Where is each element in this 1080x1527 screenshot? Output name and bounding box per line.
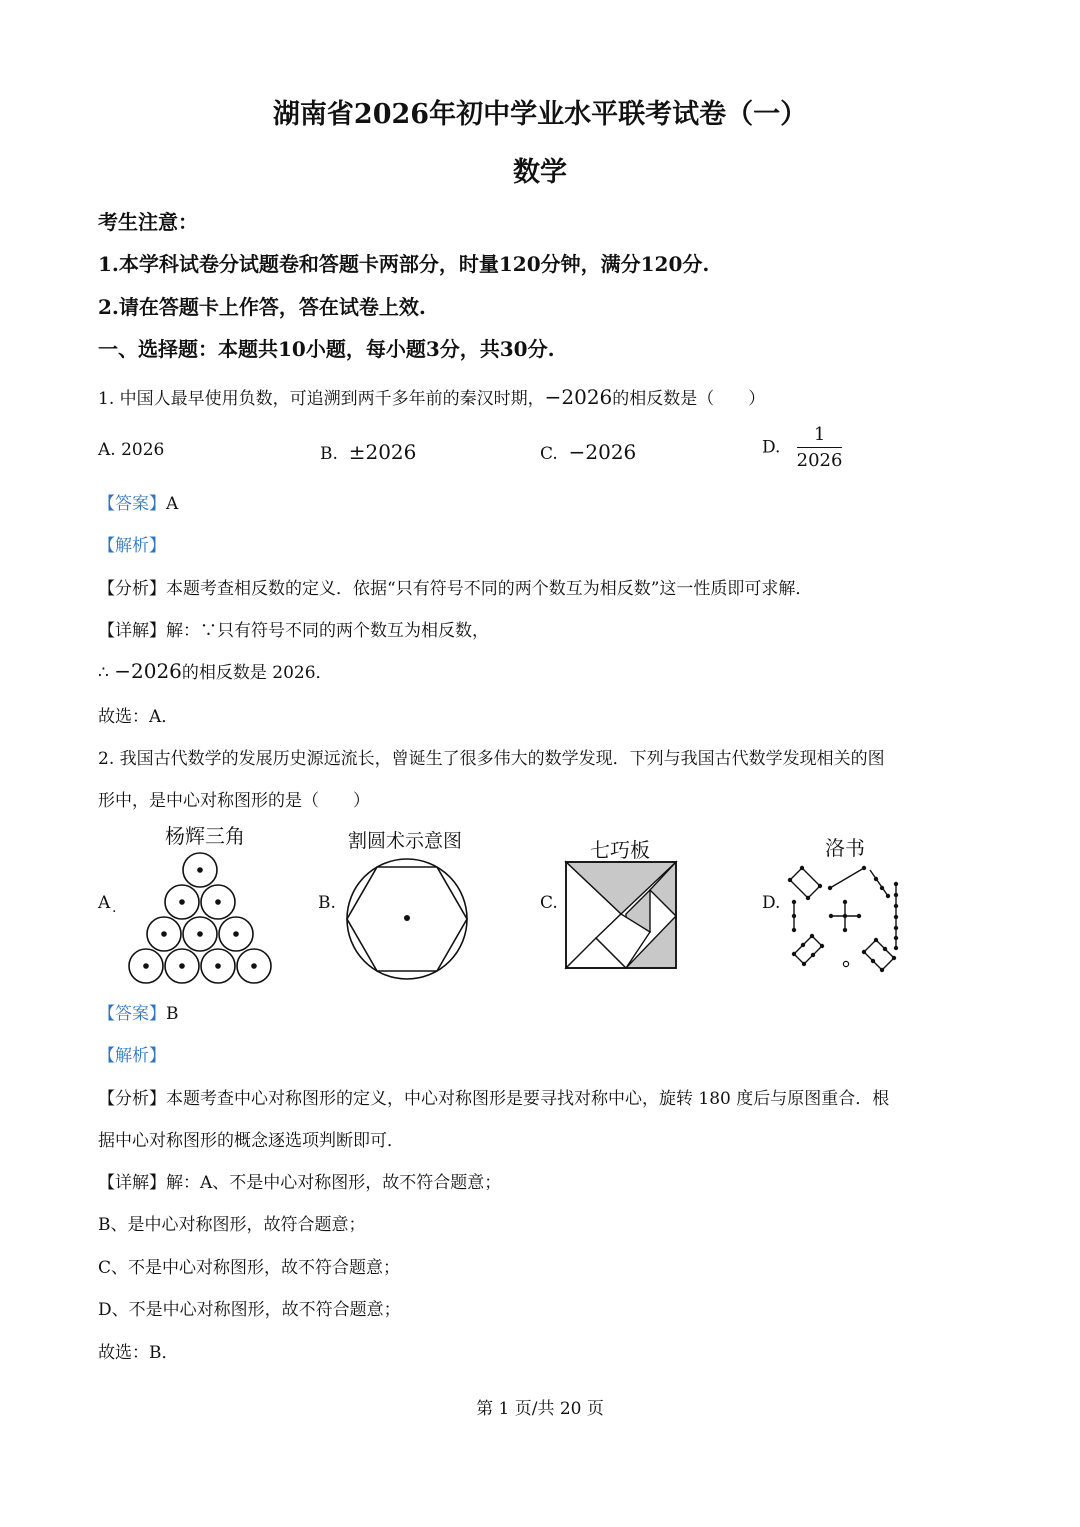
fig-title-qiqiao: 七巧板	[590, 838, 650, 862]
luoshu-group-6	[864, 940, 894, 970]
luoshu-open-dot	[843, 961, 848, 966]
luoshu-group-8	[794, 936, 822, 964]
luoshu-dot	[792, 952, 796, 956]
q2-line-d: D、不是中心对称图形，故不符合题意；	[98, 1300, 401, 1320]
luoshu-dot	[892, 956, 896, 960]
yanghui-dot	[161, 931, 167, 937]
yanghui-dot	[143, 963, 149, 969]
luoshu-dot	[894, 915, 898, 919]
geyuan-center-dot	[404, 915, 410, 921]
q1-answer	[98, 489, 178, 514]
luoshu-dot	[880, 968, 884, 972]
q1-stem	[98, 384, 765, 409]
geyuan-figure	[344, 856, 470, 982]
luoshu-dot	[843, 900, 847, 904]
q2-option-a-label: A	[98, 893, 111, 913]
q1-option-a: A. 2026	[98, 440, 165, 460]
luoshu-dot	[792, 900, 796, 904]
yanghui-dot	[197, 867, 203, 873]
q2-analysis-tag: 【解析】	[98, 1046, 166, 1066]
subject-title: 数学	[513, 157, 567, 188]
luoshu-dot	[792, 914, 796, 918]
luoshu-dot	[894, 936, 898, 940]
q2-stem-line2: 形中，是中心对称图形的是（ ）	[98, 791, 370, 811]
yanghui-triangle-figure	[120, 848, 280, 988]
q1-option-b-value: ±2026	[348, 440, 417, 464]
q1-option-c	[540, 440, 636, 464]
q2-choose: 故选：B．	[98, 1343, 179, 1363]
luoshu-dot	[788, 878, 792, 882]
q1-option-b-label: B.	[320, 444, 338, 464]
fraction-numerator: 1	[797, 424, 843, 448]
luoshu-dot	[811, 953, 815, 957]
luoshu-dot	[801, 943, 805, 947]
luoshu-dot	[810, 934, 814, 938]
luoshu-dot	[886, 894, 890, 898]
q1-conclusion-math: −2026	[114, 659, 182, 683]
luoshu-dot	[871, 959, 875, 963]
luoshu-dot	[894, 946, 898, 950]
luoshu-dot	[874, 877, 878, 881]
q1-conclusion	[98, 658, 333, 683]
q1-fenxi: 【分析】本题考查相反数的定义．依据“只有符号不同的两个数互为相反数”这一性质即可求解．	[98, 579, 813, 599]
luoshu-dot	[792, 928, 796, 932]
luoshu-line-2	[870, 870, 888, 896]
luoshu-dot	[843, 928, 847, 932]
q1-option-d-fraction	[797, 424, 843, 471]
luoshu-dot	[862, 866, 866, 870]
q2-answer	[98, 999, 179, 1024]
luoshu-dot	[862, 950, 866, 954]
q2-option-b-label: B.	[318, 893, 336, 913]
yanghui-dot	[179, 899, 185, 905]
fig-title-yanghui: 杨辉三角	[165, 824, 245, 848]
luoshu-group-4	[790, 868, 820, 898]
therefore-symbol: ∴	[98, 663, 109, 683]
fig-title-geyuan: 割圆术示意图	[347, 830, 462, 852]
luoshu-dot	[829, 914, 833, 918]
tangram-figure	[566, 862, 678, 970]
luoshu-dot	[818, 884, 822, 888]
luoshu-dot	[894, 893, 898, 897]
luoshu-dot	[883, 947, 887, 951]
q1-option-d	[762, 424, 842, 471]
answer-tag: 【答案】	[98, 494, 166, 514]
answer-tag: 【答案】	[98, 1004, 166, 1024]
luoshu-figure	[784, 862, 908, 974]
luoshu-dot	[828, 886, 832, 890]
q1-option-c-value: −2026	[568, 440, 637, 464]
luoshu-dot	[802, 962, 806, 966]
luoshu-dot	[800, 866, 804, 870]
yanghui-dot	[215, 963, 221, 969]
q2-stem-line1: 2. 我国古代数学的发展历史源远流长，曾诞生了很多伟大的数学发现．下列与我国古代数学发现相关的图	[98, 749, 885, 769]
answer-value: A	[166, 494, 179, 514]
q1-stem-text: 1. 中国人最早使用负数，可追溯到两千多年前的秦汉时期，	[98, 389, 545, 409]
fig-title-luoshu: 洛书	[825, 836, 865, 860]
q1-option-b	[320, 440, 416, 464]
q2-option-c-label: C.	[540, 893, 558, 913]
luoshu-dot	[843, 914, 847, 918]
q2-fenxi-line2: 据中心对称图形的概念逐选项判断即可．	[98, 1131, 404, 1151]
q1-analysis-tag: 【解析】	[98, 536, 166, 556]
q1-choose: 故选：A．	[98, 707, 179, 727]
q2-xiangjie: 【详解】解：A、不是中心对称图形，故不符合题意；	[98, 1173, 502, 1193]
q1-option-d-label: D.	[762, 437, 781, 458]
answer-value: B	[166, 1004, 179, 1024]
exam-title: 湖南省2026年初中学业水平联考试卷（一）	[272, 99, 808, 130]
luoshu-dot	[894, 926, 898, 930]
q1-stem-math: −2026	[544, 385, 613, 409]
q2-line-c: C、不是中心对称图形，故不符合题意；	[98, 1258, 401, 1278]
luoshu-dot	[857, 914, 861, 918]
notice-heading: 考生注意：	[98, 210, 198, 234]
q1-stem-suffix: 的相反数是（ ）	[612, 389, 766, 409]
page-number: 第 1 页/共 20 页	[476, 1399, 604, 1419]
luoshu-dot	[894, 882, 898, 886]
q2-option-a-dot: .	[112, 900, 117, 916]
luoshu-dot	[880, 886, 884, 890]
q1-xiangjie: 【详解】解：∵只有符号不同的两个数互为相反数，	[98, 621, 489, 641]
yanghui-dot	[251, 963, 257, 969]
q2-fenxi-line1: 【分析】本题考查中心对称图形的定义，中心对称图形是要寻找对称中心，旋转 180 度后与原图重合．根	[98, 1089, 890, 1109]
q2-line-b: B、是中心对称图形，故符合题意；	[98, 1215, 366, 1235]
luoshu-group-9	[830, 868, 864, 888]
q1-conclusion-text: 的相反数是 2026．	[181, 663, 333, 683]
luoshu-dot	[874, 938, 878, 942]
yanghui-dot	[215, 899, 221, 905]
luoshu-dot	[894, 904, 898, 908]
yanghui-dot	[233, 931, 239, 937]
luoshu-dot	[820, 944, 824, 948]
q2-option-d-label: D.	[762, 893, 781, 913]
fraction-denominator: 2026	[796, 450, 843, 471]
yanghui-dot	[179, 963, 185, 969]
yanghui-dot	[197, 931, 203, 937]
notice-item-1: 1.本学科试卷分试题卷和答题卡两部分，时量120分钟，满分120分.	[98, 252, 710, 276]
section-heading: 一、选择题：本题共10小题，每小题3分，共30分.	[98, 337, 555, 361]
notice-item-2: 2.请在答题卡上作答，答在试卷上效.	[98, 295, 426, 319]
luoshu-dot	[806, 896, 810, 900]
q1-option-c-label: C.	[540, 444, 558, 464]
